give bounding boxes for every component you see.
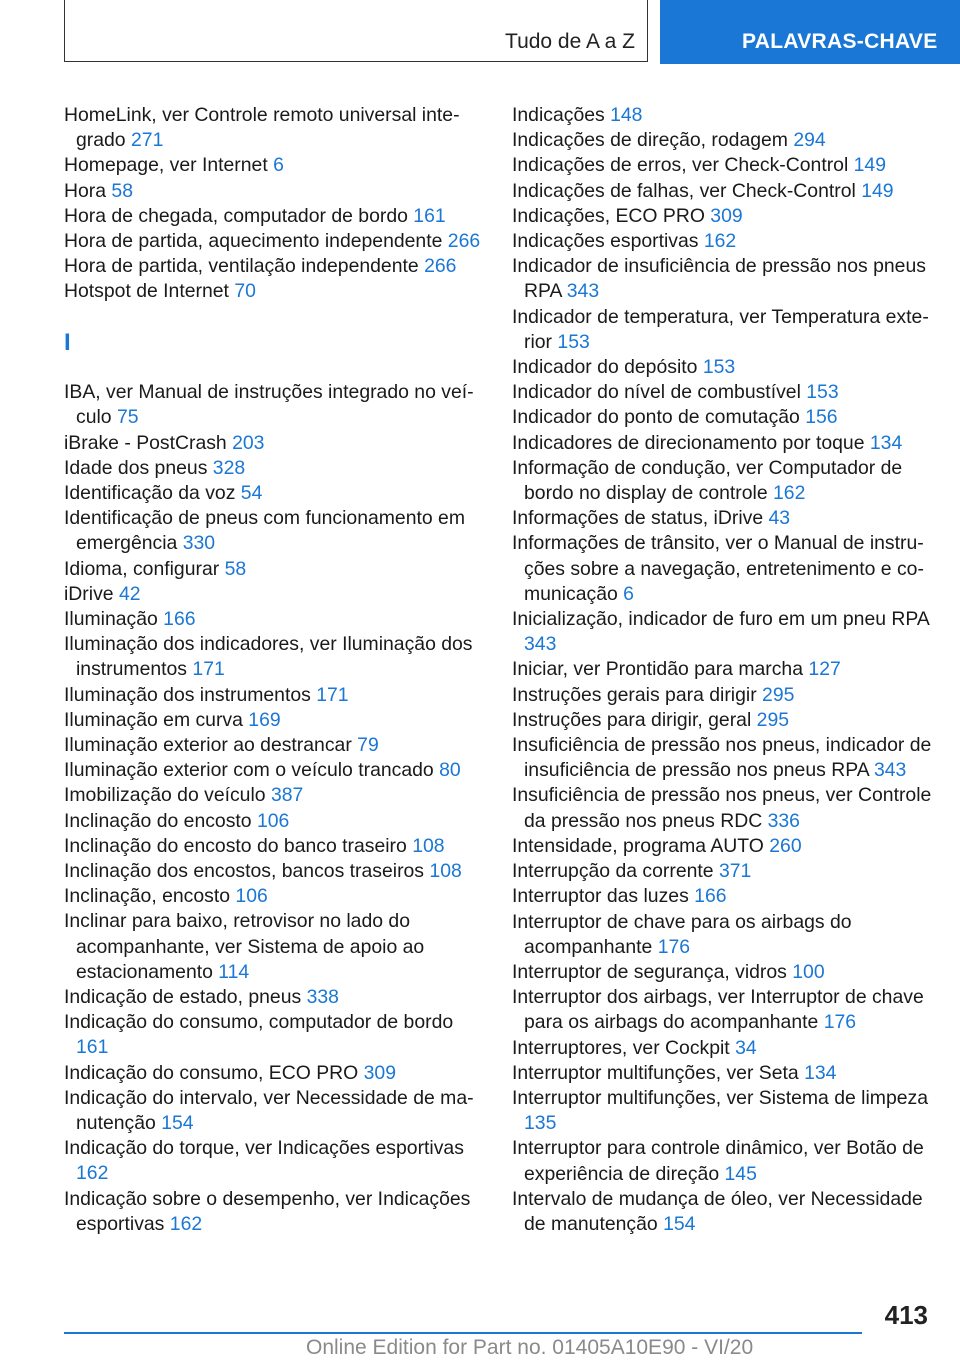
page-link[interactable]: 176 [823,1011,857,1034]
index-entry [64,557,484,582]
index-entry-text: Indicações, ECO PRO [512,204,705,227]
page-link[interactable]: 162 [773,482,806,505]
index-entry [512,153,932,178]
index-entry [512,683,932,708]
page-link[interactable]: 148 [610,104,643,126]
index-entry [64,733,484,758]
index-group-i [64,380,484,1237]
index-entry-text: Iluminação exterior com o veículo trancado [64,759,434,782]
index-column-right [512,103,932,1237]
page-link[interactable]: 80 [439,759,461,782]
index-group-i-continued [512,103,932,1237]
page-link[interactable]: 149 [861,179,894,202]
page-link[interactable]: 260 [769,834,802,857]
index-entry [64,683,484,708]
index-entry [512,531,932,607]
page-link[interactable]: 108 [412,834,445,857]
index-entry-text: Iluminação exterior ao destrancar [64,734,352,757]
page-link[interactable]: 343 [873,759,907,782]
index-entry-text: Indicações esportivas [512,230,699,253]
index-entry [512,128,932,153]
index-entry-text: Identificação da voz [64,482,236,504]
page-link[interactable]: 135 [524,1112,557,1135]
page-link[interactable]: 154 [663,1212,696,1235]
index-entry-text: iBrake - PostCrash [64,431,227,454]
index-entry-text: Idade dos pneus [64,456,208,479]
page-number: 413 [884,1300,928,1330]
index-entry [512,456,932,506]
index-entry-text: Informações de trânsito, ver o Manual de instruções sobre a navegação, entretenimento e comunicação [512,532,924,605]
page-link[interactable]: 134 [869,431,903,454]
keywords-tab[interactable] [660,0,960,64]
index-entry [64,179,484,204]
index-entry [512,657,932,682]
index-entry-text: Instruções para dirigir, geral [512,708,752,731]
index-entry-text: HomeLink, ver Controle remoto universal integrado [64,104,460,152]
index-entry [512,783,932,833]
index-entry [64,607,484,632]
index-entry [512,607,932,657]
index-entry-text: Iluminação dos instrumentos [64,683,311,706]
index-entry [512,884,932,909]
index-entry [512,405,932,430]
index-entry [512,1036,932,1061]
page-link[interactable]: 134 [804,1061,837,1084]
index-entry-text: Indicação do consumo, ECO PRO [64,1061,359,1084]
index-entry-text: Inicialização, indicador de furo em um pneu RPA [512,608,929,631]
index-entry [512,380,932,405]
index-entry-text: Intervalo de mudança de óleo, ver Necessidade de manutenção [512,1187,923,1235]
page-link[interactable]: 75 [116,406,139,429]
index-entry-text: Indicação do torque, ver Indicações esportivas [64,1137,464,1160]
page-link[interactable]: 295 [756,708,790,731]
page-link[interactable]: 371 [718,860,752,883]
index-entry [64,1136,484,1186]
page-link[interactable]: 266 [424,255,457,278]
page-header [0,0,960,66]
index-entry [64,103,484,153]
index-entry-text: Interruptor de chave para os airbags do acompanhante [512,910,852,958]
page-link[interactable]: 203 [232,431,265,454]
index-entry-text: Interrupção da corrente [512,860,714,883]
index-entry-text: Informação de condução, ver Computador de bordo no display de controle [512,456,903,505]
index-entry-text: IBA, ver Manual de instruções integrado no veículo [64,381,474,429]
index-entry-text: Intensidade, programa AUTO [512,834,764,857]
index-entry [512,229,932,254]
index-entry [64,1187,484,1237]
page-link[interactable]: 114 [218,960,250,983]
index-entry [512,204,932,229]
index-entry [64,279,484,304]
page-link[interactable]: 166 [694,885,727,908]
keywords-tab-label: PALAVRAS-CHAVE [742,30,938,53]
index-entry [512,431,932,456]
index-entry-text: Hora de partida, ventilação independente [64,255,419,278]
index-entry-text: Idioma, configurar [64,557,220,580]
index-entry [64,985,484,1010]
index-entry [512,960,932,985]
index-entry [512,103,932,128]
index-entry-text: Iluminação [64,608,158,631]
index-entry [512,708,932,733]
index-entry [64,582,484,607]
page-link[interactable]: 106 [235,885,268,908]
page-link[interactable]: 387 [270,784,304,807]
page-link[interactable]: 34 [735,1036,757,1059]
page-link[interactable]: 171 [316,683,349,706]
page-link[interactable]: 54 [240,482,263,504]
index-entry [64,153,484,178]
index-entry-text: Indicações de direção, rodagem [512,129,788,152]
index-entry [512,1061,932,1086]
index-entry-text: Hora de partida, aquecimento independente [64,230,443,253]
index-entry [512,355,932,380]
index-entry [512,910,932,960]
page-link[interactable]: 127 [808,658,841,681]
index-entry-text: Iluminação em curva [64,708,243,731]
index-entry-text: Imobilização do veículo [64,784,266,807]
index-entry-text: Iniciar, ver Prontidão para marcha [512,658,804,681]
section-title: Tudo de A a Z [505,30,635,53]
page-link[interactable]: 42 [118,582,141,605]
page-link[interactable]: 100 [792,960,825,983]
page-link[interactable]: 169 [248,708,281,731]
index-entry [512,985,932,1035]
index-entry [64,834,484,859]
index-entry-text: Interruptor multifunções, ver Sistema de limpeza [512,1086,928,1109]
index-entry [64,884,484,909]
index-group-h [64,103,484,305]
page-link[interactable]: 309 [363,1061,396,1084]
index-entry [512,305,932,355]
index-entry-text: Indicação de estado, pneus [64,986,302,1009]
index-entry [64,229,484,254]
page-link[interactable]: 330 [182,532,216,555]
page-link[interactable]: 161 [413,204,446,227]
index-entry-text: Iluminação dos indicadores, ver Iluminação dos instrumentos [64,633,473,681]
page-link[interactable]: 166 [163,608,196,631]
page-link[interactable]: 271 [131,129,164,152]
page-link[interactable]: 153 [806,381,839,404]
index-entry [64,632,484,682]
index-entry-text: Inclinação do encosto [64,809,252,832]
page-link[interactable]: 309 [710,204,743,227]
index-letter-heading: I [64,328,71,356]
page-link[interactable]: 153 [557,330,590,353]
index-entry [64,456,484,481]
page-link[interactable]: 58 [111,179,133,202]
index-entry-text: Indicador de insuficiência de pressão nos pneus RPA [512,255,926,303]
page-link[interactable]: 161 [76,1036,109,1059]
page-link[interactable]: 343 [566,280,600,303]
footer-divider [64,1332,862,1334]
index-entry-text: Inclinação do encosto do banco traseiro [64,834,407,857]
index-entry-text: Insuficiência de pressão nos pneus, indicador de insuficiência de pressão nos pneus RPA [512,734,932,782]
index-entry-text: Informações de status, iDrive [512,507,764,530]
index-entry-text: Hora [64,179,107,202]
index-entry-text: Identificação de pneus com funcionamento em emergência [64,507,465,555]
index-entry-text: Indicador do nível de combustível [512,381,801,404]
index-entry [64,1061,484,1086]
index-entry-text: Hora de chegada, computador de bordo [64,204,408,227]
index-entry-text: iDrive [64,582,114,605]
index-entry [64,859,484,884]
index-entry [512,834,932,859]
index-entry-text: Interruptor das luzes [512,885,689,908]
page-link[interactable]: 171 [192,658,225,681]
page-link[interactable]: 162 [703,230,737,253]
page-link[interactable]: 145 [724,1162,757,1185]
index-entry [512,1187,932,1237]
index-entry [64,708,484,733]
index-entry-text: Inclinação, encosto [64,885,231,908]
page-link[interactable]: 58 [224,557,247,580]
index-entry-text: Indicação sobre o desempenho, ver Indicações esportivas [64,1187,471,1235]
page-link[interactable]: 338 [306,986,339,1009]
page-link[interactable]: 328 [212,456,246,479]
page-link[interactable]: 106 [256,809,290,832]
index-entry [64,783,484,808]
index-entry [512,506,932,531]
page-link[interactable]: 156 [805,406,838,429]
index-entry [64,481,484,506]
page-link[interactable]: 108 [429,860,462,883]
section-tab[interactable] [64,0,648,62]
index-entry-text: Indicador de temperatura, ver Temperatura exterior [512,305,929,353]
page-link[interactable]: 70 [234,280,256,303]
index-entry-text: Insuficiência de pressão nos pneus, ver Controle da pressão nos pneus RDC [512,784,932,832]
index-entry-text: Instruções gerais para dirigir [512,683,757,706]
page-link[interactable]: 6 [623,582,634,605]
index-entry [64,431,484,456]
page-link[interactable]: 149 [853,154,886,177]
index-entry-text: Interruptor de segurança, vidros [512,960,787,983]
index-entry [512,179,932,204]
page-link[interactable]: 162 [76,1162,109,1185]
index-entry-text: Interruptor para controle dinâmico, ver Botão de experiência de direção [512,1137,924,1185]
index-column-left [64,103,484,1237]
index-entry [512,733,932,783]
page-link[interactable]: 343 [524,633,557,656]
index-entry-text: Interruptor multifunções, ver Seta [512,1061,799,1084]
page-link[interactable]: 153 [702,356,736,379]
page-link[interactable]: 43 [768,507,791,530]
index-entry [64,909,484,985]
page-link[interactable]: 79 [357,734,379,757]
index-entry-text: Homepage, ver Internet [64,154,268,177]
index-entry [64,506,484,556]
page-link[interactable]: 295 [762,683,795,706]
index-entry-text: Indicação do consumo, computador de bordo [64,1011,454,1034]
index-entry [64,1010,484,1060]
index-entry-text: Interruptor dos airbags, ver Interruptor de chave para os airbags do acompanhante [512,986,924,1034]
page-link[interactable]: 294 [793,129,826,152]
page-link[interactable]: 162 [169,1212,203,1235]
index-entry-text: Indicadores de direcionamento por toque [512,431,865,454]
index-entry-text: Indicação do intervalo, ver Necessidade de manutenção [64,1086,474,1135]
index-entry [512,859,932,884]
index-entry-text: Inclinar para baixo, retrovisor no lado do acompanhante, ver Sistema de apoio ao estacionamento [64,910,425,983]
index-entry-text: Hotspot de Internet [64,280,229,303]
page-link[interactable]: 6 [273,154,284,177]
index-entry-text: Indicador do ponto de comutação [512,406,800,429]
page-link[interactable]: 336 [767,809,800,832]
page-link[interactable]: 176 [657,935,691,958]
index-entry [64,380,484,430]
index-entry [64,809,484,834]
index-entry [64,1086,484,1136]
page-link[interactable]: 154 [161,1112,194,1135]
page-link[interactable]: 266 [447,230,481,253]
index-entry-text: Indicações de erros, ver Check-Control [512,154,849,177]
index-entry-text: Indicações [512,104,605,126]
index-entry [64,204,484,229]
index-entry [64,758,484,783]
index-entry [512,1136,932,1186]
footer-edition: Online Edition for Part no. 01405A10E90 - VI/20 [306,1336,754,1359]
index-entry-text: Interruptores, ver Cockpit [512,1036,730,1059]
index-entry-text: Indicador do depósito [512,356,698,379]
index-entry-text: Indicações de falhas, ver Check-Control [512,179,856,202]
index-entry-text: Inclinação dos encostos, bancos traseiros [64,860,425,883]
index-entry [64,254,484,279]
index-entry [512,1086,932,1136]
index-entry [512,254,932,304]
